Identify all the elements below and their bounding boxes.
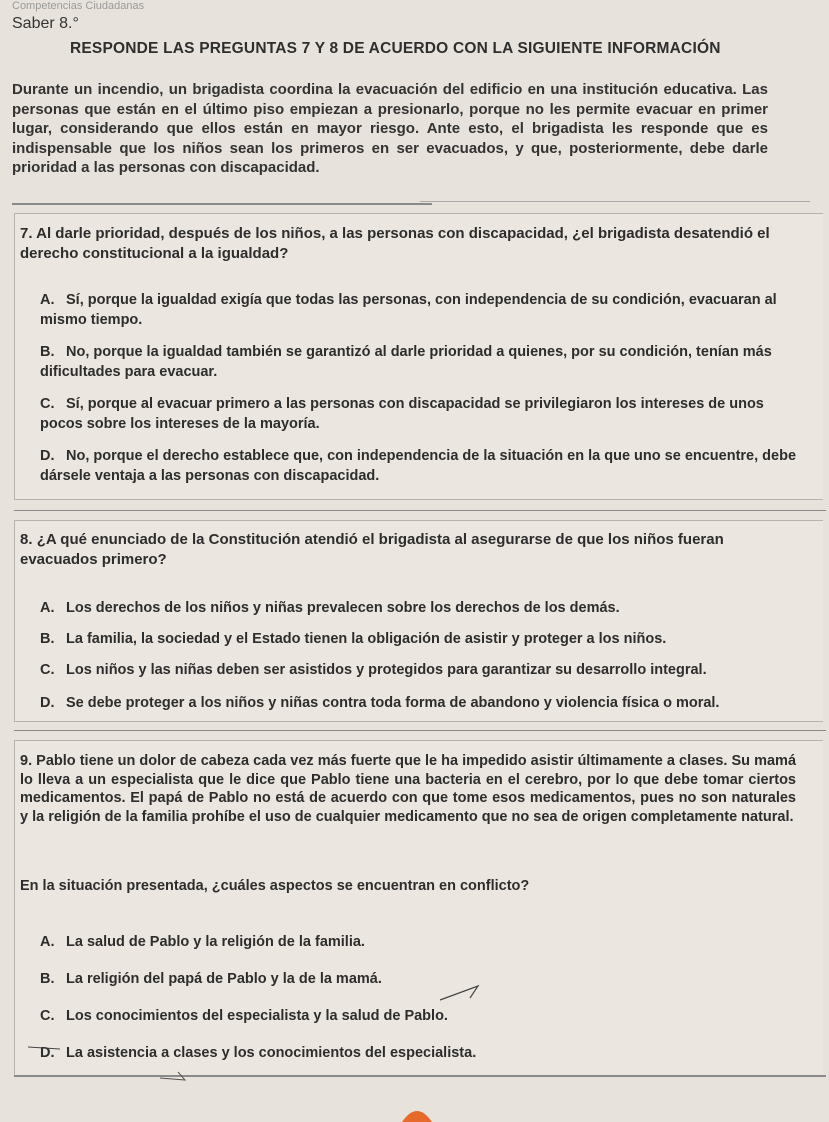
page-marker-icon <box>402 1104 432 1122</box>
instruction-heading: RESPONDE LAS PREGUNTAS 7 Y 8 DE ACUERDO CON LA SIGUIENTE INFORMACIÓN <box>70 40 721 57</box>
question-number: 7. <box>20 225 33 242</box>
option-text: Los derechos de los niños y niñas prevalecen sobre los derechos de los demás. <box>66 600 620 616</box>
question-text: Al darle prioridad, después de los niños, a las personas con discapacidad, ¿el brigadista desatendió el derecho constitucional a la igualdad? <box>20 225 770 262</box>
subject-label: Saber 8.° <box>12 15 79 32</box>
question-number: 8. <box>20 531 33 548</box>
option-letter: A. <box>40 934 55 950</box>
option-text: La religión del papá de Pablo y la de la mamá. <box>66 971 382 987</box>
option-text: La asistencia a clases y los conocimientos del especialista. <box>66 1045 477 1061</box>
option-letter: D. <box>40 695 55 711</box>
option-text: Sí, porque la igualdad exigía que todas las personas, con independencia de su condición, evacuaran al mismo tiempo. <box>40 292 777 328</box>
pen-stroke <box>160 1072 185 1080</box>
option-text: No, porque el derecho establece que, con independencia de la situación en la que uno se encuentre, debe dársele ventaja a las personas con discapacidad. <box>40 448 797 484</box>
option-text: Los conocimientos del especialista y la salud de Pablo. <box>66 1008 448 1024</box>
option-letter: C. <box>40 1008 55 1024</box>
option-text: La familia, la sociedad y el Estado tienen la obligación de asistir y proteger a los niños. <box>66 631 667 647</box>
question-number: 9. <box>20 753 33 769</box>
option-text: Los niños y las niñas deben ser asistidos y protegidos para garantizar su desarrollo integral. <box>66 662 707 678</box>
option-letter: A. <box>40 600 55 616</box>
option-letter: C. <box>40 662 55 678</box>
question-9-prompt: En la situación presentada, ¿cuáles aspectos se encuentran en conflicto? <box>20 878 530 894</box>
option-letter: B. <box>40 631 55 647</box>
option-letter: C. <box>40 396 55 412</box>
page-marker-shape <box>402 1111 432 1122</box>
option-text: Sí, porque al evacuar primero a las personas con discapacidad se privilegiaron los intereses de unos pocos sobre los intereses de la mayoría. <box>40 396 764 432</box>
option-letter: A. <box>40 292 55 308</box>
option-letter: D. <box>40 448 55 464</box>
question-text: Pablo tiene un dolor de cabeza cada vez más fuerte que le ha impedido asistir últimamente a clases. Su mamá lo lleva a un especialista que le dice que Pablo tiene una bacteria en el cerebro, por lo que debe tomar ciertos medicamentos. El papá de Pablo no está de acuerdo con que tome esos medicamentos, pues no son naturales y la religión de la familia prohíbe el uso de cualquier medicamento que no sea de origen completamente natural. <box>20 753 797 825</box>
option-text: Se debe proteger a los niños y niñas contra toda forma de abandono y violencia física o moral. <box>66 695 720 711</box>
running-head: Competencias Ciudadanas <box>12 0 145 12</box>
option-letter: B. <box>40 344 55 360</box>
option-text: No, porque la igualdad también se garantizó al darle prioridad a quienes, por su condición, tenían más dificultades para evacuar. <box>40 344 772 380</box>
pen-stroke <box>28 1047 60 1049</box>
pen-stroke <box>440 986 478 1000</box>
option-letter: B. <box>40 971 55 987</box>
option-text: La salud de Pablo y la religión de la familia. <box>66 934 365 950</box>
option-letter: D. <box>40 1045 55 1061</box>
context-paragraph: Durante un incendio, un brigadista coordina la evacuación del edificio en una institución educativa. Las personas que están en el último piso empiezan a presionarlo, porque no les permite evacuar en primer lugar, considerando que ellos están en mayor riesgo. Ante esto, el brigadista les responde que es indispensable que los niños sean los primeros en ser evacuados, y que, posteriormente, debe darle prioridad a las personas con discapacidad. <box>12 81 768 176</box>
question-text: ¿A qué enunciado de la Constitución atendió el brigadista al asegurarse de que los niños fueran evacuados primero? <box>20 531 724 568</box>
